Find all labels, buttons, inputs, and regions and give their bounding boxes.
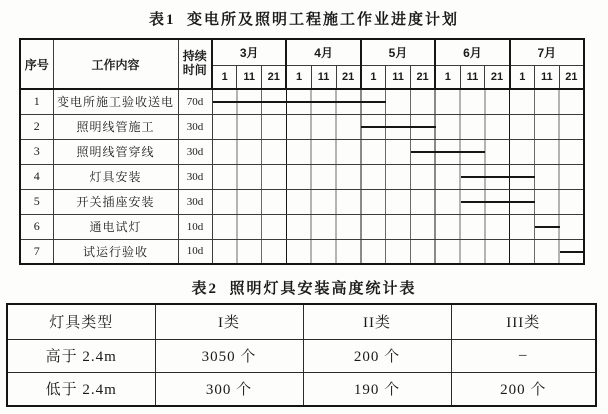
stats-value: 200 个: [303, 339, 451, 372]
col-header-duration: [178, 39, 212, 89]
tick-cell: 11: [237, 65, 262, 89]
month-header-mar: 3月: [212, 39, 286, 65]
task-row: [20, 214, 584, 239]
gantt-bar: [213, 101, 387, 103]
tick-cell: 21: [262, 65, 287, 89]
tick-cell: 21: [410, 65, 435, 89]
stats-row-below: [7, 372, 596, 406]
gantt-bar: [535, 226, 560, 228]
stats-col-class1: I类: [155, 304, 303, 339]
task-row: [20, 239, 584, 264]
task-name: 试运行验收: [53, 239, 178, 264]
task-name: 灯具安装: [53, 164, 178, 189]
stats-value: 190 个: [303, 372, 451, 406]
gantt-row: [212, 189, 584, 214]
gantt-row: [212, 214, 584, 239]
stats-header-row: [7, 304, 596, 339]
stats-row-above: [7, 339, 596, 372]
gantt-bar: [560, 251, 584, 253]
stats-row-label: 低于 2.4m: [7, 372, 155, 406]
task-name: 变电所施工验收送电: [53, 89, 178, 114]
task-row: [20, 114, 584, 139]
gantt-row: [212, 164, 584, 189]
gantt-bar: [461, 201, 535, 203]
tick-cell: 1: [361, 65, 386, 89]
lamp-height-stats-table: [6, 303, 597, 407]
task-row: [20, 139, 584, 164]
stats-row-label: 高于 2.4m: [7, 339, 155, 372]
tick-cell: 11: [386, 65, 411, 89]
task-duration: 30d: [178, 139, 212, 164]
task-seq: 2: [20, 114, 53, 139]
table1-title: 表1 变电所及照明工程施工作业进度计划: [148, 12, 459, 28]
task-seq: 4: [20, 164, 53, 189]
gantt-row: [212, 239, 584, 264]
tick-cell: 11: [460, 65, 485, 89]
tick-cell: 1: [212, 65, 237, 89]
task-duration: 70d: [178, 89, 212, 114]
month-header-jun: 6月: [435, 39, 509, 65]
stats-value: –: [451, 339, 596, 372]
stats-value: 3050 个: [155, 339, 303, 372]
gantt-bar: [411, 151, 485, 153]
gantt-bar: [361, 126, 435, 128]
stats-col-class3: III类: [451, 304, 596, 339]
task-row: [20, 189, 584, 214]
table2-title: 表2 照明灯具安装高度统计表: [191, 281, 417, 297]
task-row: [20, 89, 584, 114]
gantt-row: [212, 139, 584, 164]
col-header-seq: 序号: [20, 39, 53, 89]
month-header-apr: 4月: [286, 39, 360, 65]
duration-header-line1: 持续: [182, 49, 207, 64]
stats-value: 300 个: [155, 372, 303, 406]
stats-col-class2: II类: [303, 304, 451, 339]
task-duration: 30d: [178, 189, 212, 214]
tick-cell: 11: [534, 65, 559, 89]
task-seq: 1: [20, 89, 53, 114]
month-header-may: 5月: [361, 39, 435, 65]
gantt-row: [212, 114, 584, 139]
task-name: 照明线管施工: [53, 114, 178, 139]
tick-cell: 1: [435, 65, 460, 89]
tick-cell: 1: [286, 65, 311, 89]
stats-col-type: 灯具类型: [7, 304, 155, 339]
duration-header-line2: 时间: [182, 63, 207, 77]
schedule-gantt-table: [19, 38, 585, 265]
stats-value: 200 个: [451, 372, 596, 406]
task-name: 照明线管穿线: [53, 139, 178, 164]
tick-cell: 21: [336, 65, 361, 89]
gantt-row: [212, 89, 584, 114]
task-name: 开关插座安装: [53, 189, 178, 214]
task-duration: 10d: [178, 214, 212, 239]
gantt-bar: [461, 176, 535, 178]
task-duration: 10d: [178, 239, 212, 264]
task-row: [20, 164, 584, 189]
task-duration: 30d: [178, 164, 212, 189]
task-seq: 7: [20, 239, 53, 264]
task-seq: 6: [20, 214, 53, 239]
tick-cell: 21: [559, 65, 584, 89]
tick-cell: 1: [510, 65, 535, 89]
task-name: 通电试灯: [53, 214, 178, 239]
task-seq: 5: [20, 189, 53, 214]
tick-cell: 11: [311, 65, 336, 89]
tick-cell: 21: [485, 65, 510, 89]
month-header-jul: 7月: [510, 39, 584, 65]
task-duration: 30d: [178, 114, 212, 139]
schedule-header: [20, 39, 584, 89]
task-seq: 3: [20, 139, 53, 164]
col-header-task: 工作内容: [53, 39, 178, 89]
